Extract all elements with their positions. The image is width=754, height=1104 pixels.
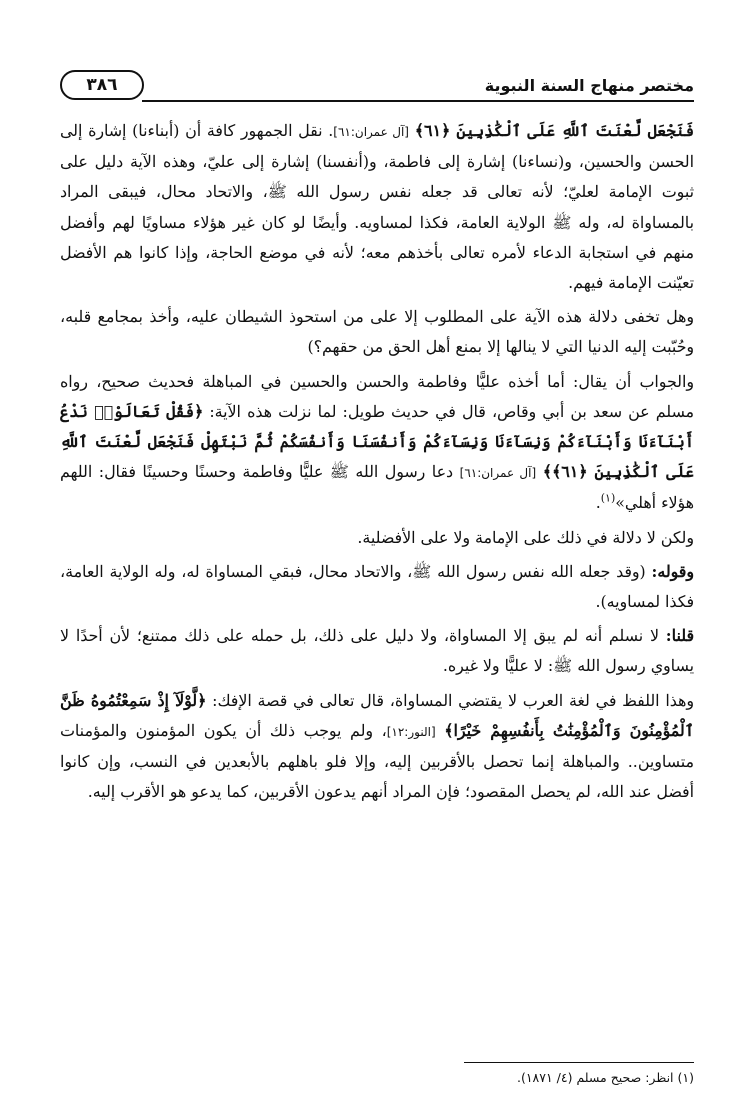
paragraph-5 — [60, 557, 694, 617]
page-body — [60, 116, 694, 811]
paragraph-6 — [60, 621, 694, 681]
paragraph-1 — [60, 116, 694, 298]
paragraph-text: والجواب أن يقال: أما أخذه عليًّا وفاطمة والحسن والحسين في المباهلة فحديث صحيح، رواه مسلم عن سعد بن أبي وقاص، قال في حديث طويل: لما نزلت هذه الآية: — [60, 371, 694, 421]
verse-reference: [آل عمران:٦١] — [333, 125, 409, 139]
header-rule — [142, 100, 694, 102]
quran-verse: فَنَجْعَل لَّعْنَتَ ٱللَّهِ عَلَى ٱلْكَٰذِبِينَ ﴿٦١﴾ — [414, 121, 694, 140]
footnote-rule — [464, 1062, 694, 1063]
page-header — [60, 70, 694, 104]
page-number-badge: ٣٨٦ — [60, 70, 144, 100]
paragraph-text: دعا رسول الله ﷺ عليًّا وفاطمة وحسنًا وحسينًا فقال: اللهم هؤلاء أهلي» — [60, 462, 694, 513]
paragraph-4 — [60, 523, 694, 553]
paragraph-7 — [60, 686, 694, 808]
paragraph-end: . — [595, 493, 601, 513]
paragraph-3 — [60, 367, 694, 519]
paragraph-text: وهذا اللفظ في لغة العرب لا يقتضي المساواة، قال تعالى في قصة الإفك: — [212, 690, 694, 710]
quran-verse: ﴿فَقُلْ تَعَالَوْا۟ نَدْعُ أَبْنَآءَنَا وَأَبْنَآءَكُمْ وَنِسَآءَنَا وَنِسَآءَكُمْ وَأَنفُسَنَا وَأَنفُسَكُمْ ثُمَّ نَبْتَهِلْ فَنَجْعَل لَّعْنَتَ ٱللَّهِ عَلَى ٱلْكَٰذِبِينَ ﴿٦١﴾﴾ — [60, 401, 694, 482]
paragraph-lead: قلنا: — [665, 626, 694, 646]
book-title: مختصر منهاج السنة النبوية — [484, 76, 694, 95]
footnote: (١) انظر: صحيح مسلم (٤/ ١٨٧١). — [516, 1070, 694, 1085]
paragraph-2 — [60, 302, 694, 362]
paragraph-text: . نقل الجمهور كافة أن (أبناءنا) إشارة إلى الحسن والحسين، و(نساءنا) إشارة إلى فاطمة، و(أنفسنا) إشارة إلى عليّ، وهذه الآية دليل على ثبوت الإمامة لعليّ؛ لأنه تعالى قد جعله نفس رسول الله ﷺ، والاتحاد محال، فيبقى المراد بالمساواة له، وله ﷺ الولاية العامة، فكذا لمساويه. وأيضًا لو كان غير هؤلاء مساويًا لهم وأفضل منهم في استجابة الدعاء لأمره تعالى بأخذهم معه؛ لأنه في موضع الحاجة، وإذا كانوا هم الأفضل تعيّنت الإمامة فيهم. — [60, 121, 694, 293]
quran-verse: ﴿لَّوْلَآ إِذْ سَمِعْتُمُوهُ ظَنَّ ٱلْمُؤْمِنُونَ وَٱلْمُؤْمِنَٰتُ بِأَنفُسِهِمْ خَيْرًا﴾ — [60, 690, 694, 740]
paragraph-text: ولكن لا دلالة في ذلك على الإمامة ولا على الأفضلية. — [357, 527, 694, 547]
verse-reference: [النور:١٢] — [386, 724, 436, 739]
paragraph-text: وهل تخفى دلالة هذه الآية على المطلوب إلا على من استحوذ الشيطان عليه، وأخذ بمجامع قلبه، وحُبّبت إليه الدنيا التي لا ينالها إلا بمنع أهل الحق من حقهم؟) — [60, 307, 694, 357]
footnote-marker: (١) — [600, 492, 616, 506]
paragraph-lead: وقوله: — [651, 561, 694, 581]
paragraph-text: لا نسلم أنه لم يبق إلا المساواة، ولا دليل على ذلك، بل حمله على ذلك ممتنع؛ لأن أحدًا لا يساوي رسول الله ﷺ: لا عليًّا ولا غيره. — [60, 626, 694, 676]
verse-reference: [آل عمران:٦١] — [459, 466, 537, 481]
paragraph-text: ، ولم يوجب ذلك أن يكون المؤمنون والمؤمنات متساوين.. والمباهلة إنما تحصل بالأقربين إليه، وإلا فلو باهلهم بالأبعدين في النسب، وإن كانوا أفضل عند الله، لم يحصل المقصود؛ فإن المراد أنهم يدعون الأقربين، كما يدعو هو الأقرب إليه. — [60, 720, 694, 802]
paragraph-text: (وقد جعله الله نفس رسول الله ﷺ، والاتحاد محال، فبقي المساواة له، وله الولاية العامة، فكذا لمساويه). — [60, 561, 694, 612]
